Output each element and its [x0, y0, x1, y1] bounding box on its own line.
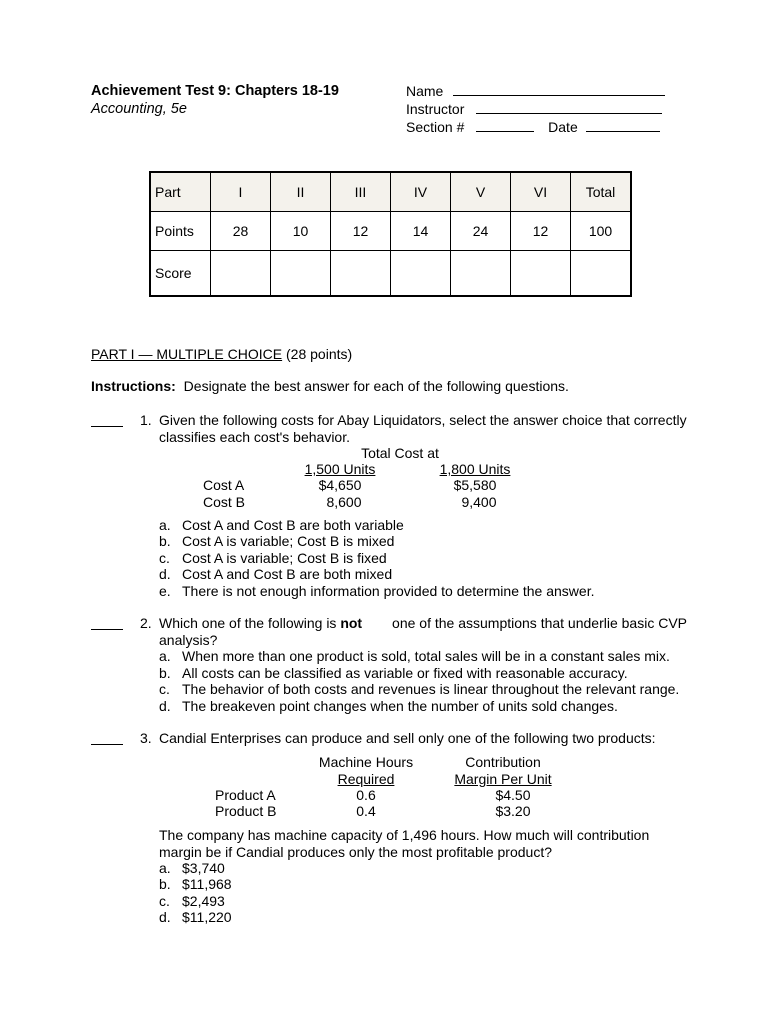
points-cell: 28: [211, 212, 271, 251]
q1-cell: 9,400: [461, 494, 497, 510]
q2-option-d[interactable]: d. The breakeven point changes when the number of units sold changes.: [159, 698, 618, 714]
q3-text: Candial Enterprises can produce and sell only one of the following two products:: [159, 730, 656, 746]
q1-cell: $4,650: [318, 477, 362, 493]
score-cell[interactable]: [391, 251, 451, 297]
q2-number: 2.: [140, 615, 152, 631]
date-blank[interactable]: [586, 119, 660, 132]
table-header-cell: II: [271, 172, 331, 212]
section-blank[interactable]: [476, 119, 534, 132]
q3-cell: 0.6: [356, 787, 376, 803]
q1-cell: 8,600: [326, 494, 362, 510]
score-label: Score: [150, 251, 211, 297]
part1-heading: PART I — MULTIPLE CHOICE: [91, 346, 283, 362]
q3-number: 3.: [140, 730, 152, 746]
q3-option-a[interactable]: a. $3,740: [159, 860, 225, 876]
q1-text-line2: classifies each cost's behavior.: [159, 429, 350, 445]
score-table-header-row: [150, 172, 631, 212]
answer-blank-q2[interactable]: [91, 617, 123, 630]
test-title: Achievement Test 9: Chapters 18-19: [91, 83, 339, 99]
section-date-field[interactable]: [406, 119, 660, 136]
score-cell[interactable]: [211, 251, 271, 297]
instructions-text: Designate the best answer for each of the following questions.: [183, 378, 569, 394]
date-label: Date: [548, 119, 578, 135]
section-label: Section #: [406, 119, 465, 135]
table-header-cell: I: [211, 172, 271, 212]
points-cell: 100: [571, 212, 632, 251]
table-header-cell: VI: [511, 172, 571, 212]
score-cell[interactable]: [511, 251, 571, 297]
q3-text2-line1: The company has machine capacity of 1,496 hours. How much will contribution: [159, 827, 650, 843]
table-header-cell: V: [451, 172, 511, 212]
q3-col1-header-line1: Machine Hours: [318, 754, 414, 770]
name-field[interactable]: [406, 83, 665, 100]
q1-option-a[interactable]: a. Cost A and Cost B are both variable: [159, 517, 404, 533]
q1-text-line1: Given the following costs for Abay Liquidators, select the answer choice that correctly: [159, 412, 687, 428]
score-cell[interactable]: [451, 251, 511, 297]
score-cell[interactable]: [271, 251, 331, 297]
q2-option-a[interactable]: a. When more than one product is sold, total sales will be in a constant sales mix.: [159, 648, 670, 664]
q1-table-title: Total Cost at: [361, 445, 439, 461]
points-cell: 14: [391, 212, 451, 251]
course-subtitle: Accounting, 5e: [91, 101, 187, 117]
points-cell: 12: [331, 212, 391, 251]
q1-cell: $5,580: [453, 477, 497, 493]
q3-cell: 0.4: [356, 803, 376, 819]
q3-text2-line2: margin be if Candial produces only the most profitable product?: [159, 844, 552, 860]
q3-col2-header-line1: Contribution: [465, 754, 541, 770]
q3-cell: $4.50: [495, 787, 531, 803]
points-cell: 10: [271, 212, 331, 251]
q2-option-c[interactable]: c. The behavior of both costs and revenues is linear throughout the relevant range.: [159, 681, 680, 697]
score-table: [149, 171, 632, 297]
q1-row-label: Cost B: [203, 494, 246, 510]
answer-blank-q1[interactable]: [91, 414, 123, 427]
part1-points: (28 points): [286, 346, 353, 362]
points-cell: 12: [511, 212, 571, 251]
table-header-cell: IV: [391, 172, 451, 212]
q3-col2-header-line2: Margin Per Unit: [454, 771, 552, 787]
q2-text-line1: Which one of the following is not one of the assumptions that underlie basic CVP: [159, 615, 687, 631]
q1-option-e[interactable]: e. There is not enough information provided to determine the answer.: [159, 583, 595, 599]
name-blank[interactable]: [453, 83, 665, 96]
table-header-cell: III: [331, 172, 391, 212]
q3-option-d[interactable]: d. $11,220: [159, 909, 232, 925]
instructions-label: Instructions:: [91, 378, 176, 394]
name-label: Name: [406, 83, 444, 99]
instructor-label: Instructor: [406, 101, 465, 117]
q1-col2-header: 1,800 Units: [439, 461, 511, 477]
q3-cell: $3.20: [495, 803, 531, 819]
q1-col1-header: 1,500 Units: [304, 461, 376, 477]
q1-option-d[interactable]: d. Cost A and Cost B are both mixed: [159, 566, 393, 582]
score-cell[interactable]: [331, 251, 391, 297]
instructions-line: [91, 378, 569, 395]
points-label: Points: [150, 212, 211, 251]
q3-option-c[interactable]: c. $2,493: [159, 893, 225, 909]
score-row: [150, 251, 631, 297]
q1-option-c[interactable]: c. Cost A is variable; Cost B is fixed: [159, 550, 387, 566]
points-cell: 24: [451, 212, 511, 251]
q2-text-line2: analysis?: [159, 632, 218, 648]
q1-row-label: Cost A: [203, 477, 245, 493]
table-header-cell: Part: [150, 172, 211, 212]
q3-row-label: Product A: [215, 787, 276, 803]
score-cell[interactable]: [571, 251, 632, 297]
q1-option-b[interactable]: b. Cost A is variable; Cost B is mixed: [159, 533, 395, 549]
q1-number: 1.: [140, 412, 152, 428]
q2-option-b[interactable]: b. All costs can be classified as variable or fixed with reasonable accuracy.: [159, 665, 628, 681]
answer-blank-q3[interactable]: [91, 732, 123, 745]
table-header-cell: Total: [571, 172, 632, 212]
q3-option-b[interactable]: b. $11,968: [159, 876, 232, 892]
instructor-blank[interactable]: [476, 101, 662, 114]
part1-heading-line: [91, 346, 352, 363]
instructor-field[interactable]: [406, 101, 662, 118]
q3-col1-header-line2: Required: [337, 771, 395, 787]
q3-row-label: Product B: [215, 803, 277, 819]
points-row: [150, 212, 631, 251]
